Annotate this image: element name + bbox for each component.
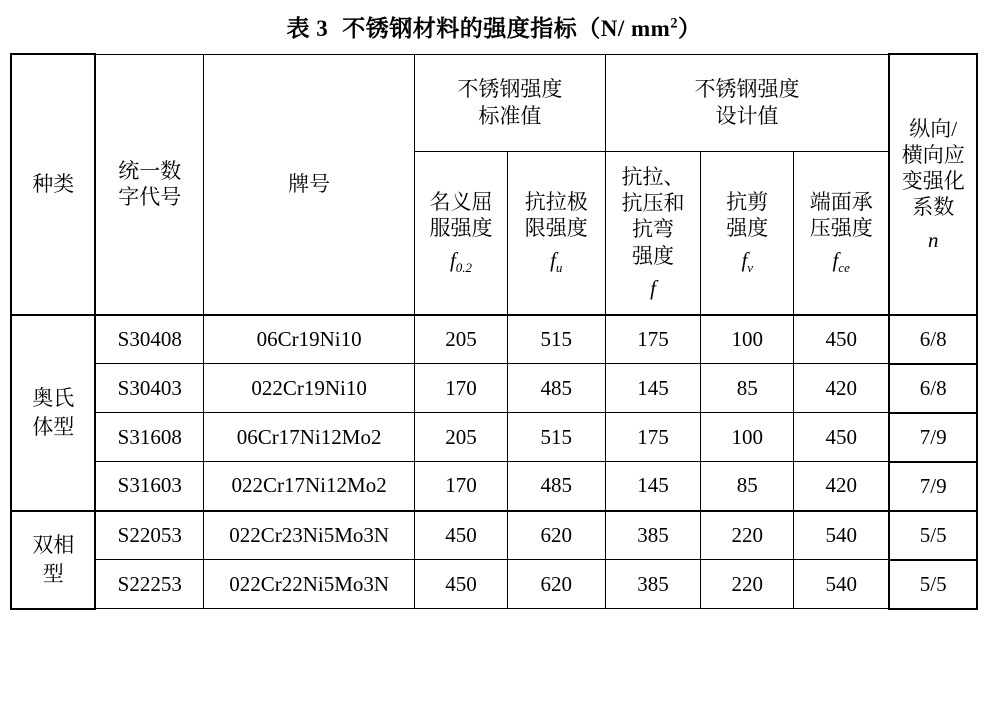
cell-f02: 170 (415, 462, 508, 511)
header-fu-symbol-sub: u (555, 260, 563, 276)
header-fy-line1: 名义屈 (429, 189, 493, 214)
cell-code: S30408 (95, 315, 203, 364)
cell-fv: 220 (701, 511, 794, 560)
header-n-line1: 纵向/ (909, 116, 958, 141)
table-header (11, 54, 977, 315)
category-austenitic-line2: 体型 (32, 414, 75, 439)
cell-fce: 540 (794, 560, 890, 609)
header-n-line2: 横向应 (901, 142, 965, 167)
header-fce-symbol-letter: f (832, 248, 839, 273)
header-fv-symbol (702, 247, 792, 276)
cell-f: 385 (605, 560, 701, 609)
header-n-line4: 系数 (912, 195, 955, 220)
header-f-line2: 抗压和 (621, 191, 685, 216)
header-fy-symbol-sub: 0.2 (455, 260, 473, 276)
cell-fce: 450 (794, 413, 890, 462)
header-row-groups (11, 54, 977, 151)
header-fy-symbol-letter: f (449, 248, 456, 273)
table-caption (0, 0, 988, 53)
header-fu-symbol (509, 247, 604, 276)
header-n-line3: 变强化 (901, 169, 965, 194)
header-fce-line1: 端面承 (809, 189, 873, 214)
header-category-label: 种类 (32, 172, 75, 197)
header-fy-symbol (416, 247, 506, 276)
caption-unit (577, 16, 701, 41)
caption-unit-open: （N/ mm (577, 16, 671, 41)
cell-fv: 100 (701, 315, 794, 364)
cell-code: S22053 (95, 511, 203, 560)
cell-fce: 420 (794, 364, 890, 413)
cell-n: 7/9 (889, 413, 977, 462)
cell-n: 5/5 (889, 560, 977, 609)
header-fce-line2: 压强度 (809, 215, 873, 240)
header-group-design-line1: 不锈钢强度 (694, 77, 800, 102)
header-group-standard-line2: 标准值 (478, 103, 542, 128)
category-duplex-line2: 型 (42, 561, 64, 586)
header-fu-line1: 抗拉极 (524, 189, 588, 214)
caption-unit-close: ） (677, 16, 702, 41)
caption-number: 表 3 (286, 16, 329, 41)
cell-grade: 06Cr19Ni10 (204, 315, 415, 364)
header-fu-symbol-letter: f (550, 248, 556, 273)
cell-fu: 515 (507, 315, 605, 364)
table-body (11, 315, 977, 609)
header-group-standard-line1: 不锈钢强度 (457, 77, 563, 102)
strength-index-table (10, 53, 978, 610)
header-design-fce (794, 151, 890, 315)
header-fv-line2: 强度 (726, 215, 769, 240)
cell-f02: 450 (415, 560, 508, 609)
cell-f: 175 (605, 315, 701, 364)
cell-f: 175 (605, 413, 701, 462)
table-row (11, 462, 977, 511)
header-unified-code (95, 54, 203, 315)
header-tensile-strength (507, 151, 605, 315)
header-unified-code-line2: 字代号 (118, 185, 182, 209)
header-fv-line1: 抗剪 (726, 189, 769, 214)
cell-grade: 022Cr23Ni5Mo3N (204, 511, 415, 560)
cell-n: 6/8 (889, 315, 977, 364)
category-austenitic-line1: 奥氏 (32, 386, 75, 411)
header-category (11, 54, 95, 315)
category-duplex (11, 511, 95, 609)
cell-grade: 022Cr17Ni12Mo2 (204, 462, 415, 511)
table-row (11, 315, 977, 364)
cell-f: 145 (605, 462, 701, 511)
header-f-line4: 强度 (632, 243, 675, 268)
table-row (11, 364, 977, 413)
cell-fce: 540 (794, 511, 890, 560)
cell-grade: 022Cr19Ni10 (204, 364, 415, 413)
cell-f: 385 (605, 511, 701, 560)
header-fy-line2: 服强度 (429, 215, 493, 240)
cell-code: S31608 (95, 413, 203, 462)
cell-code: S22253 (95, 560, 203, 609)
header-design-f (605, 151, 701, 315)
caption-title: 不锈钢材料的强度指标 (342, 16, 578, 41)
cell-fu: 620 (507, 511, 605, 560)
cell-fu: 485 (507, 364, 605, 413)
cell-grade: 022Cr22Ni5Mo3N (204, 560, 415, 609)
caption-unit-exponent: 2 (670, 15, 678, 32)
header-f-line3: 抗弯 (632, 217, 675, 242)
header-nominal-yield-strength (415, 151, 508, 315)
cell-fce: 450 (794, 315, 890, 364)
cell-fv: 85 (701, 364, 794, 413)
cell-code: S31603 (95, 462, 203, 511)
header-fce-symbol-sub: ce (838, 260, 850, 276)
header-n-symbol: n (927, 227, 939, 252)
header-f-symbol: f (650, 275, 656, 300)
cell-fu: 620 (507, 560, 605, 609)
cell-code: S30403 (95, 364, 203, 413)
cell-n: 5/5 (889, 511, 977, 560)
header-grade (204, 54, 415, 315)
cell-f02: 170 (415, 364, 508, 413)
category-duplex-line1: 双相 (32, 533, 75, 558)
header-design-fv (701, 151, 794, 315)
header-group-design (605, 54, 889, 151)
table-row (11, 560, 977, 609)
cell-n: 6/8 (889, 364, 977, 413)
cell-grade: 06Cr17Ni12Mo2 (204, 413, 415, 462)
table-row (11, 413, 977, 462)
cell-fu: 515 (507, 413, 605, 462)
cell-fv: 85 (701, 462, 794, 511)
header-fce-symbol (795, 247, 887, 276)
cell-fv: 100 (701, 413, 794, 462)
header-strain-hardening-coefficient (889, 54, 977, 315)
header-fu-line2: 限强度 (524, 215, 588, 240)
cell-fce: 420 (794, 462, 890, 511)
table-row (11, 511, 977, 560)
header-grade-label: 牌号 (288, 171, 331, 196)
cell-f02: 450 (415, 511, 508, 560)
header-f-line1: 抗拉、 (621, 164, 685, 189)
cell-fu: 485 (507, 462, 605, 511)
cell-f02: 205 (415, 315, 508, 364)
header-group-design-line2: 设计值 (715, 103, 779, 128)
header-group-standard (415, 54, 606, 151)
cell-f: 145 (605, 364, 701, 413)
header-unified-code-line1: 统一数 (118, 158, 182, 183)
header-fv-symbol-letter: f (741, 248, 748, 273)
category-austenitic (11, 315, 95, 511)
header-fv-symbol-sub: v (747, 260, 754, 276)
cell-f02: 205 (415, 413, 508, 462)
cell-n: 7/9 (889, 462, 977, 511)
cell-fv: 220 (701, 560, 794, 609)
